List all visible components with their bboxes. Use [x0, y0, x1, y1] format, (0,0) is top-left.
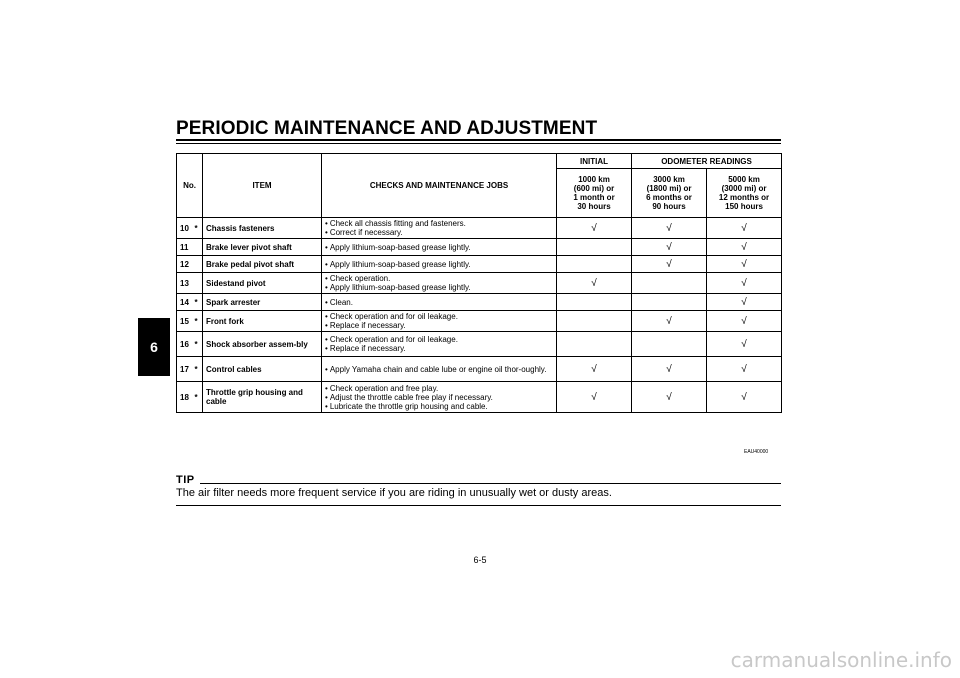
- check-mark: √: [707, 239, 782, 256]
- header-interval-1: [557, 169, 632, 218]
- job-line: • Clean.: [325, 298, 553, 307]
- row-jobs: [322, 311, 557, 332]
- job-line: • Apply lithium-soap-based grease lightly.: [325, 243, 553, 252]
- row-number: 10: [177, 218, 195, 239]
- row-star: *: [195, 311, 203, 332]
- check-mark: [632, 294, 707, 311]
- table-row: [177, 294, 782, 311]
- header-interval-2-line: 6 months or: [646, 193, 692, 202]
- row-item: Front fork: [203, 311, 322, 332]
- row-jobs: [322, 273, 557, 294]
- row-item: Brake lever pivot shaft: [203, 239, 322, 256]
- check-mark: √: [632, 311, 707, 332]
- reference-code: EAU40000: [744, 449, 769, 455]
- title-rule: [176, 139, 781, 141]
- table-row: [177, 382, 782, 413]
- job-line: • Correct if necessary.: [325, 228, 553, 237]
- row-jobs: [322, 332, 557, 357]
- row-item: Brake pedal pivot shaft: [203, 256, 322, 273]
- row-star: *: [195, 332, 203, 357]
- job-line: • Adjust the throttle cable free play if necessary.: [325, 393, 553, 402]
- header-interval-1-line: 1 month or: [573, 193, 615, 202]
- row-item: Throttle grip housing and cable: [203, 382, 322, 413]
- maintenance-table: [176, 153, 782, 413]
- row-number: 12: [177, 256, 195, 273]
- header-initial: INITIAL: [557, 154, 632, 169]
- check-mark: √: [707, 311, 782, 332]
- header-interval-2-line: (1800 mi) or: [646, 184, 692, 193]
- header-interval-3-line: 5000 km: [728, 175, 760, 184]
- row-jobs: [322, 239, 557, 256]
- job-line: • Apply Yamaha chain and cable lube or engine oil thor-oughly.: [325, 365, 553, 374]
- check-mark: [557, 311, 632, 332]
- chapter-tab: 6: [138, 318, 170, 376]
- check-mark: √: [707, 382, 782, 413]
- job-line: • Check operation and free play.: [325, 384, 553, 393]
- row-star: [195, 273, 203, 294]
- check-mark: √: [632, 357, 707, 382]
- row-star: *: [195, 294, 203, 311]
- row-item: Spark arrester: [203, 294, 322, 311]
- job-line: • Check operation and for oil leakage.: [325, 312, 553, 321]
- row-star: [195, 239, 203, 256]
- page-number: 6-5: [473, 555, 487, 565]
- check-mark: √: [632, 218, 707, 239]
- header-interval-3-line: (3000 mi) or: [721, 184, 767, 193]
- check-mark: √: [632, 256, 707, 273]
- header-no: No.: [177, 154, 203, 218]
- row-jobs: [322, 218, 557, 239]
- row-star: *: [195, 218, 203, 239]
- row-jobs: [322, 382, 557, 413]
- job-line: • Replace if necessary.: [325, 344, 553, 353]
- header-odometer: ODOMETER READINGS: [632, 154, 782, 169]
- check-mark: √: [632, 382, 707, 413]
- row-jobs: [322, 256, 557, 273]
- header-interval-1-line: 30 hours: [577, 202, 611, 211]
- header-item: ITEM: [203, 154, 322, 218]
- check-mark: √: [557, 357, 632, 382]
- check-mark: √: [557, 382, 632, 413]
- watermark: carmanualsonline.info: [730, 648, 952, 672]
- row-number: 13: [177, 273, 195, 294]
- job-line: • Apply lithium-soap-based grease lightly.: [325, 260, 553, 269]
- row-number: 15: [177, 311, 195, 332]
- job-line: • Check operation and for oil leakage.: [325, 335, 553, 344]
- check-mark: [632, 273, 707, 294]
- check-mark: [557, 332, 632, 357]
- tip-label: TIP: [176, 474, 195, 486]
- table-row: [177, 256, 782, 273]
- row-number: 17: [177, 357, 195, 382]
- table-row: [177, 239, 782, 256]
- check-mark: [557, 294, 632, 311]
- check-mark: √: [707, 332, 782, 357]
- header-interval-1-line: (600 mi) or: [573, 184, 615, 193]
- check-mark: √: [707, 294, 782, 311]
- check-mark: √: [707, 256, 782, 273]
- check-mark: √: [707, 273, 782, 294]
- row-item: Sidestand pivot: [203, 273, 322, 294]
- row-jobs: [322, 294, 557, 311]
- page-title: PERIODIC MAINTENANCE AND ADJUSTMENT: [176, 118, 598, 139]
- job-line: • Lubricate the throttle grip housing and cable.: [325, 402, 553, 411]
- header-jobs: CHECKS AND MAINTENANCE JOBS: [322, 154, 557, 218]
- title-rule-thin: [176, 143, 781, 144]
- row-star: [195, 256, 203, 273]
- row-item: Shock absorber assem-bly: [203, 332, 322, 357]
- row-item: Control cables: [203, 357, 322, 382]
- check-mark: √: [707, 218, 782, 239]
- header-interval-3: [707, 169, 782, 218]
- row-number: 16: [177, 332, 195, 357]
- table-row: [177, 357, 782, 382]
- row-star: *: [195, 382, 203, 413]
- job-line: • Apply lithium-soap-based grease lightly.: [325, 283, 553, 292]
- header-interval-2-line: 3000 km: [653, 175, 685, 184]
- check-mark: √: [632, 239, 707, 256]
- table-row: [177, 218, 782, 239]
- header-interval-2-line: 90 hours: [652, 202, 686, 211]
- row-item: Chassis fasteners: [203, 218, 322, 239]
- table-row: [177, 311, 782, 332]
- check-mark: [557, 256, 632, 273]
- header-interval-3-line: 150 hours: [725, 202, 763, 211]
- row-number: 14: [177, 294, 195, 311]
- check-mark: √: [707, 357, 782, 382]
- row-number: 11: [177, 239, 195, 256]
- job-line: • Check operation.: [325, 274, 553, 283]
- table-row: [177, 273, 782, 294]
- table-row: [177, 332, 782, 357]
- tip-text: The air filter needs more frequent service if you are riding in unusually wet or dusty areas.: [176, 487, 612, 499]
- header-interval-1-line: 1000 km: [578, 175, 610, 184]
- check-mark: √: [557, 218, 632, 239]
- tip-rule-bottom: [176, 505, 781, 506]
- row-jobs: [322, 357, 557, 382]
- row-star: *: [195, 357, 203, 382]
- job-line: • Check all chassis fitting and fasteners.: [325, 219, 553, 228]
- row-number: 18: [177, 382, 195, 413]
- job-line: • Replace if necessary.: [325, 321, 553, 330]
- check-mark: √: [557, 273, 632, 294]
- tip-rule: [200, 483, 781, 484]
- check-mark: [557, 239, 632, 256]
- header-interval-2: [632, 169, 707, 218]
- header-interval-3-line: 12 months or: [718, 193, 770, 202]
- check-mark: [632, 332, 707, 357]
